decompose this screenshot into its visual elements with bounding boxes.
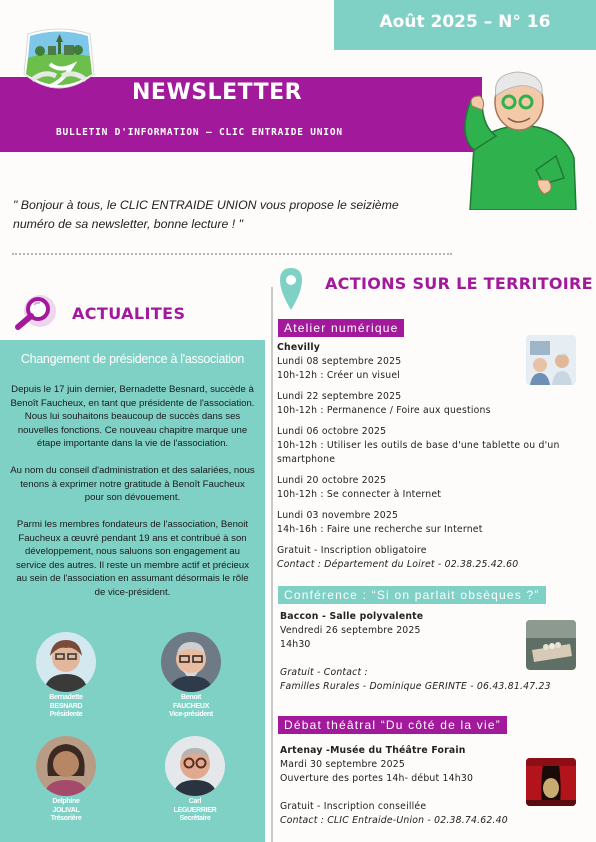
issue-number: Août 2025 – N° 16	[379, 12, 551, 32]
person-first-name: Carl	[188, 798, 202, 805]
person-card	[11, 736, 121, 824]
theatre-curtain-icon	[526, 758, 576, 806]
newsletter-subtitle: BULLETIN D'INFORMATION – CLIC ENTRAIDE UNION	[56, 127, 343, 138]
conference-tag: Conférence : “Si on parlait obsèques ?”	[278, 586, 546, 604]
atelier-contact: Contact : Département du Loiret - 02.38.25.42.60	[277, 559, 519, 570]
seniors-computer-photo	[526, 335, 576, 385]
map-pin-icon	[278, 266, 304, 312]
debat-time: Ouverture des portes 14h- début 14h30	[280, 773, 474, 784]
elderly-man-illustration-icon	[452, 66, 584, 210]
theatre-photo	[526, 758, 576, 806]
person-last-name: LEGUERRIER	[173, 806, 217, 814]
atelier-price: Gratuit - Inscription obligatoire	[277, 545, 427, 556]
portrait-icon	[161, 632, 221, 692]
conference-contact: Familles Rurales - Dominique GERINTE - 06.43.81.47.23	[280, 681, 551, 692]
session-detail: 10h-12h : Se connecter à Internet	[277, 489, 442, 500]
session-date: Lundi 06 octobre 2025	[277, 426, 387, 437]
person-role: Vice-président	[169, 711, 213, 718]
person-first-name: Benoit	[181, 694, 201, 701]
person-card	[140, 736, 250, 824]
avatar	[165, 736, 225, 796]
actualites-heading: Changement de présidence à l'association	[20, 352, 245, 366]
person-role: Présidente	[49, 711, 83, 718]
portrait-icon	[165, 736, 225, 796]
magnifying-glass-icon	[14, 293, 60, 333]
avatar	[161, 632, 221, 692]
coffin-flowers-icon	[526, 620, 576, 670]
conference-time: 14h30	[280, 639, 311, 650]
session-detail: 10h-12h : Créer un visuel	[277, 370, 401, 381]
person-last-name: BESNARD	[49, 702, 83, 710]
actions-title: ACTIONS SUR LE TERRITOIRE	[325, 274, 593, 293]
person-role: Secrétaire	[179, 815, 211, 822]
atelier-place: Chevilly	[277, 342, 321, 353]
column-divider	[271, 287, 273, 842]
clic-logo-icon	[20, 24, 98, 98]
conference-price: Gratuit - Contact :	[280, 667, 368, 678]
debat-date: Mardi 30 septembre 2025	[280, 759, 405, 770]
actualites-paragraph: Depuis le 17 juin dernier, Bernadette Besnard, succède à Benoît Faucheux, en tant que présidente de l'association. Nous lui souhaitons beaucoup de succès dans ses nouvelles fonctions. Ce nouveau chapitre marque une étape importante dans la vie de l'association.	[10, 384, 255, 449]
debat-price: Gratuit - Inscription conseillée	[280, 801, 427, 812]
debat-tag: Débat théâtral “Du côté de la vie”	[278, 716, 507, 734]
person-role: Trésorière	[50, 815, 82, 822]
session-detail: 10h-12h : Permanence / Foire aux questions	[277, 405, 491, 416]
avatar	[36, 632, 96, 692]
dotted-divider	[12, 253, 452, 255]
seniors-computer-icon	[526, 335, 576, 385]
session-date: Lundi 20 octobre 2025	[277, 475, 387, 486]
session-detail: 14h-16h : Faire une recherche sur Internet	[277, 524, 483, 535]
conference-place: Baccon - Salle polyvalente	[280, 611, 424, 622]
portrait-icon	[36, 632, 96, 692]
newsletter-title: NEWSLETTER	[132, 80, 303, 105]
person-card	[136, 632, 246, 720]
person-last-name: JOLIVAL	[52, 806, 80, 814]
person-last-name: FAUCHEUX	[172, 702, 210, 710]
session-date: Lundi 08 septembre 2025	[277, 356, 402, 367]
debat-place: Artenay -Musée du Théâtre Forain	[280, 745, 466, 756]
actualites-title: ACTUALITES	[72, 304, 186, 323]
session-detail: 10h-12h : Utiliser les outils de base d'une tablette ou d'un smartphone	[277, 440, 560, 465]
avatar	[36, 736, 96, 796]
person-first-name: Delphine	[52, 798, 80, 805]
conference-photo	[526, 620, 576, 670]
person-first-name: Bernadette	[49, 694, 83, 701]
conference-date: Vendredi 26 septembre 2025	[280, 625, 421, 636]
actualites-text	[10, 383, 255, 613]
actualites-paragraph: Au nom du conseil d'administration et des salariées, nous tenons à exprimer notre gratitude à Benoît Faucheux pour son dévouement.	[10, 465, 255, 503]
debat-contact: Contact : CLIC Entraide-Union - 02.38.74.62.40	[280, 815, 508, 826]
session-date: Lundi 03 novembre 2025	[277, 510, 399, 521]
portrait-icon	[36, 736, 96, 796]
session-date: Lundi 22 septembre 2025	[277, 391, 402, 402]
actualites-paragraph: Parmi les membres fondateurs de l'association, Benoit Faucheux a œuvré pendant 19 ans et contribué à son développement, nous saluons son engagement au service des autres. Il reste un membre actif et précieux au sein de l'association en assumant désormais le rôle de vice-président.	[15, 519, 249, 598]
intro-quote: " Bonjour à tous, le CLIC ENTRAIDE UNION vous propose le seizième numéro de sa newsletter, bonne lecture ! "	[13, 198, 399, 231]
atelier-tag: Atelier numérique	[278, 319, 404, 337]
person-card	[11, 632, 121, 720]
